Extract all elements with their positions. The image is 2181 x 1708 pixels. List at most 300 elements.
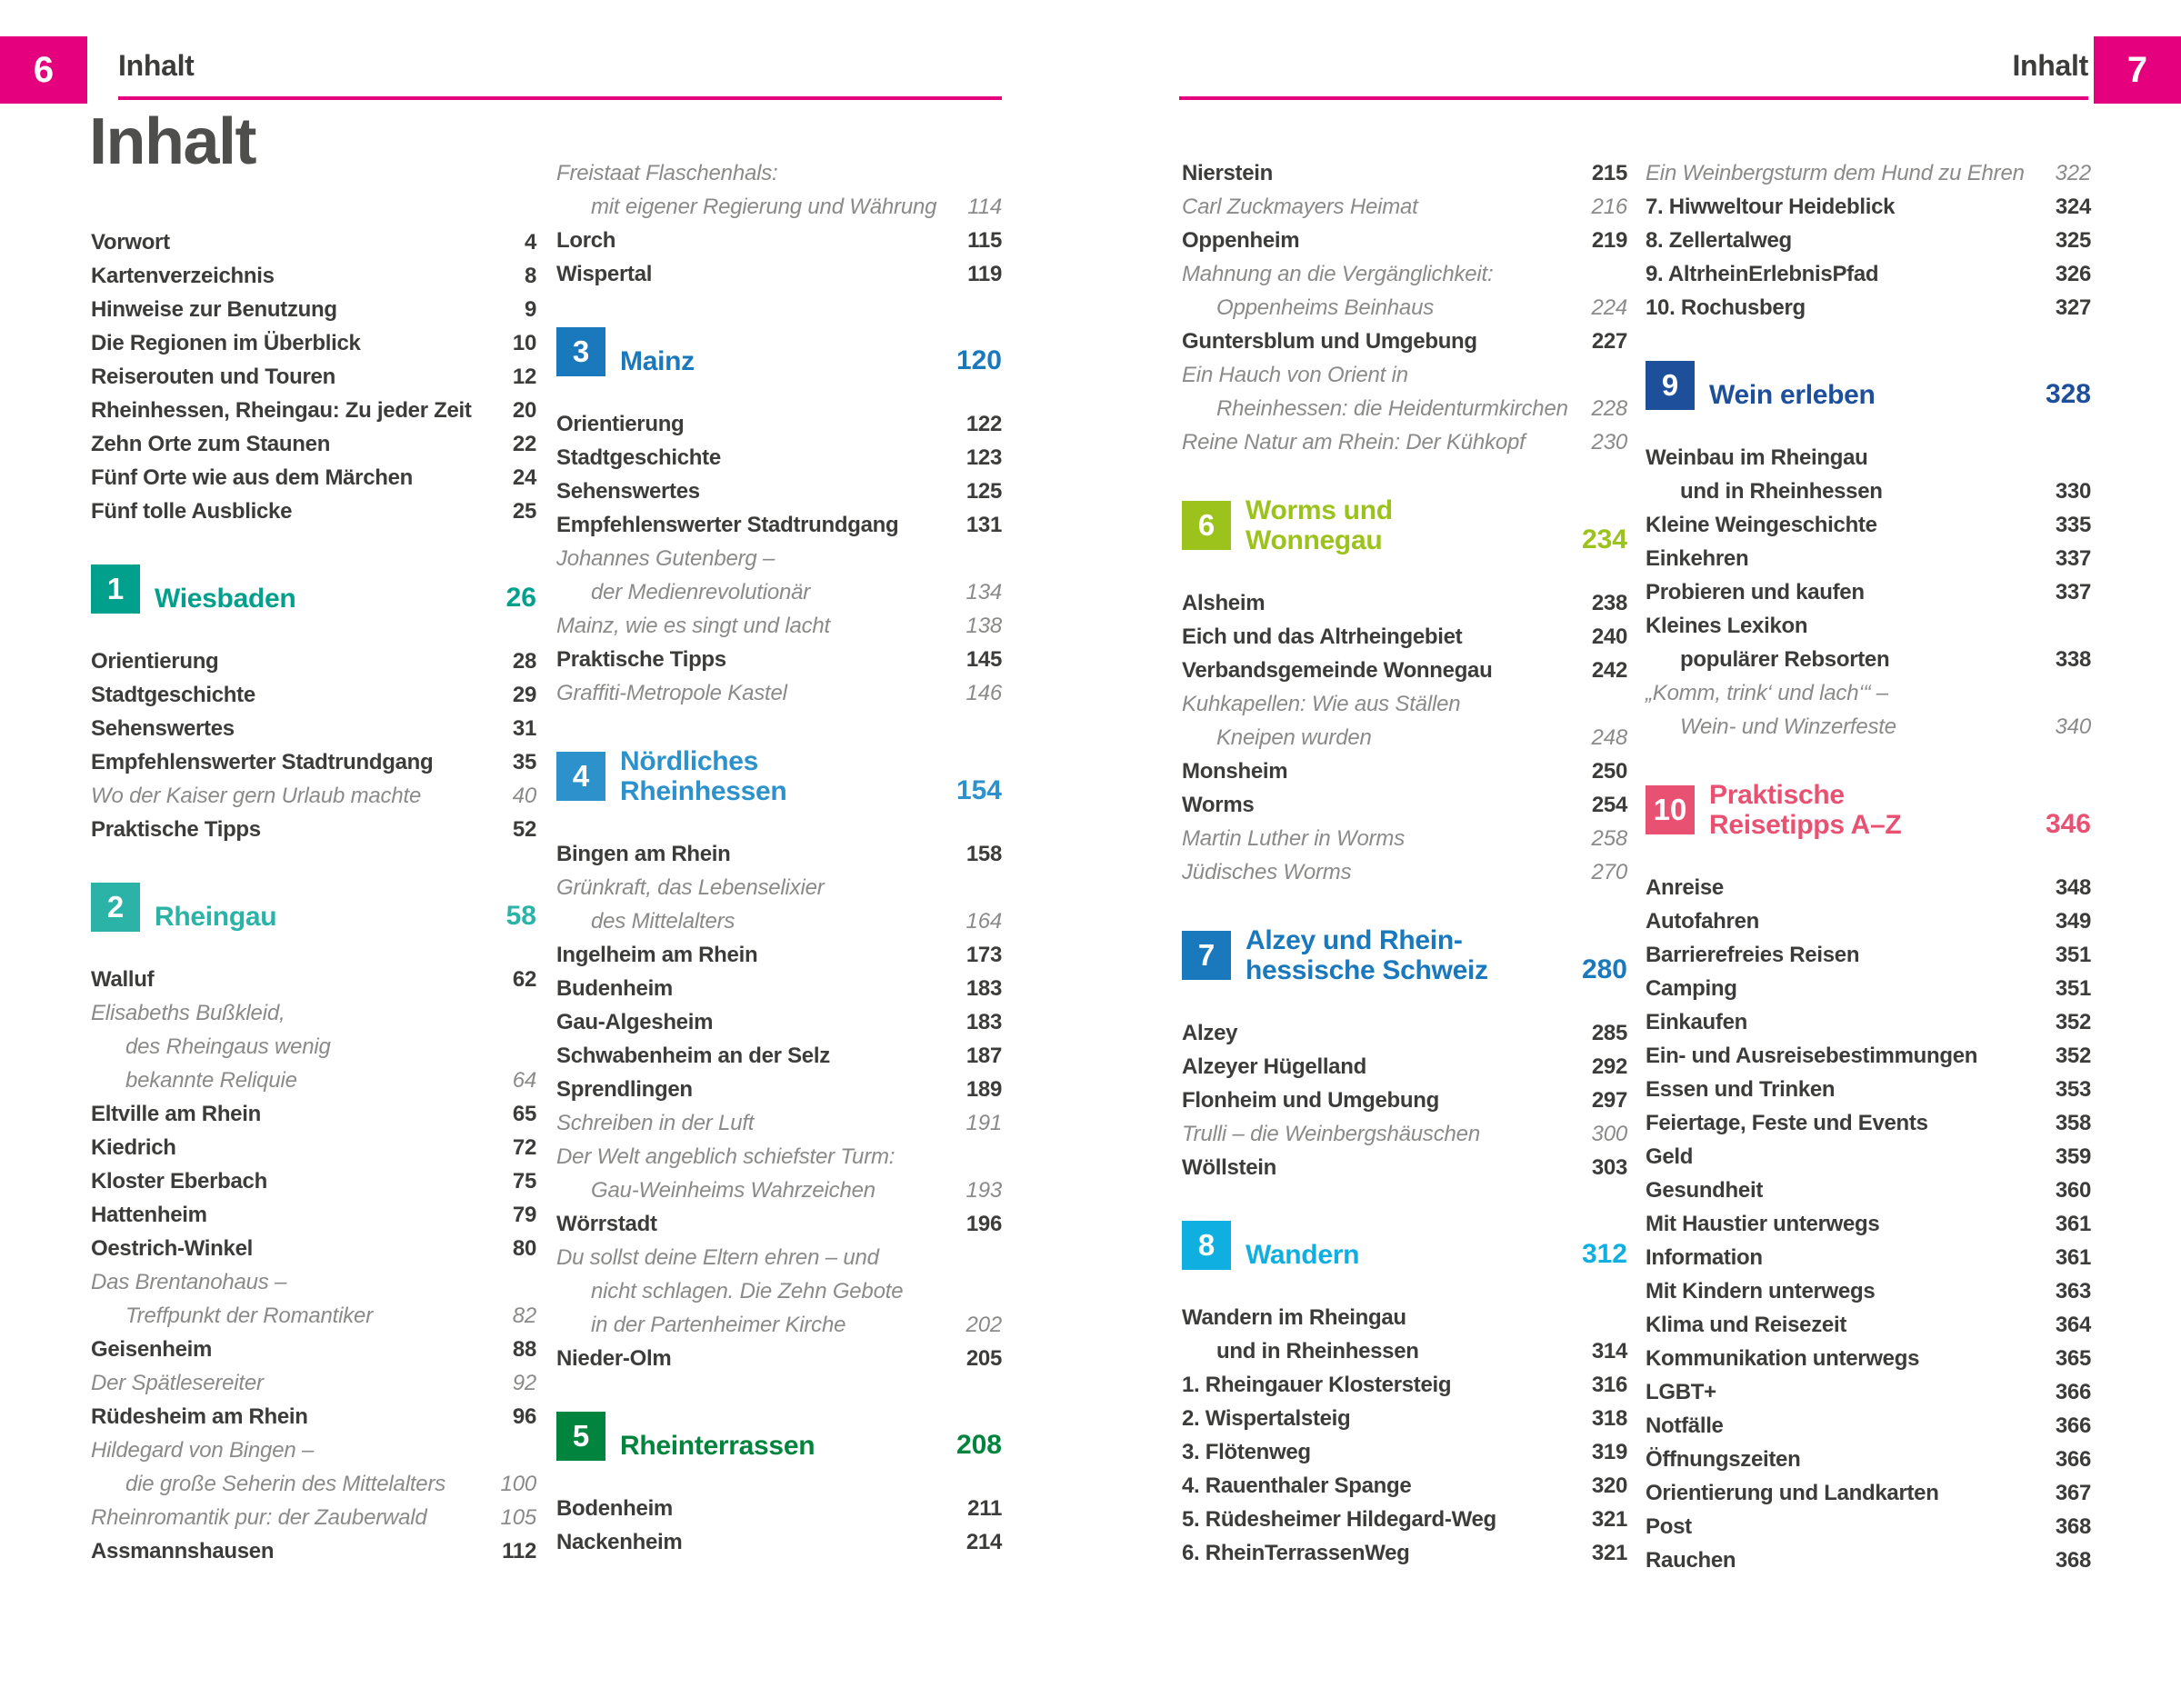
toc-entry-label: nicht schlagen. Die Zehn Gebote bbox=[591, 1279, 904, 1303]
toc-entry-label: Nieder-Olm bbox=[556, 1346, 672, 1371]
toc-entry-label: die große Seherin des Mittelalters bbox=[125, 1472, 446, 1496]
section-title: Wiesbaden bbox=[155, 584, 296, 614]
toc-entry bbox=[556, 474, 1002, 508]
toc-entry bbox=[91, 813, 536, 846]
toc-entry-label: Öffnungszeiten bbox=[1646, 1447, 1801, 1472]
running-head-left: Inhalt bbox=[118, 49, 195, 82]
toc-entry bbox=[91, 1131, 536, 1164]
header-rule-right bbox=[1179, 96, 2088, 100]
section-heading bbox=[1646, 361, 2091, 410]
section-number-badge: 3 bbox=[556, 327, 605, 376]
toc-entry-label: Oppenheim bbox=[1182, 228, 1300, 253]
toc-entry bbox=[556, 1073, 1002, 1106]
toc-entry-label: Kommunikation unterwegs bbox=[1646, 1346, 1920, 1371]
toc-entry-label: Wispertal bbox=[556, 262, 653, 286]
toc-entry-page: 359 bbox=[2055, 1144, 2091, 1169]
toc-entry bbox=[1182, 620, 1627, 654]
toc-entry-page: 367 bbox=[2055, 1481, 2091, 1505]
toc-entry bbox=[556, 1005, 1002, 1039]
toc-entry bbox=[556, 156, 1002, 190]
toc-entry-label: Mahnung an die Vergänglichkeit: bbox=[1182, 262, 1494, 286]
toc-entry-page: 227 bbox=[1591, 329, 1627, 354]
toc-entry-page: 196 bbox=[965, 1212, 1002, 1236]
toc-entry-page: 240 bbox=[1591, 624, 1627, 649]
toc-entry bbox=[1182, 190, 1627, 224]
toc-entry-page: 183 bbox=[965, 976, 1002, 1001]
toc-entry-label: Camping bbox=[1646, 976, 1737, 1001]
toc-entry-page: 202 bbox=[965, 1313, 1002, 1337]
toc-entry bbox=[1646, 643, 2091, 676]
toc-entry bbox=[556, 1140, 1002, 1174]
toc-entry-page: 368 bbox=[2055, 1548, 2091, 1573]
running-head-right: Inhalt bbox=[2012, 49, 2088, 82]
toc-entry-page: 353 bbox=[2055, 1077, 2091, 1102]
toc-entry-page: 215 bbox=[1591, 161, 1627, 185]
section-heading bbox=[556, 1412, 1002, 1461]
toc-entry-label: Geld bbox=[1646, 1144, 1694, 1169]
toc-entry-page: 258 bbox=[1591, 826, 1627, 851]
toc-entry-label: Gesundheit bbox=[1646, 1178, 1764, 1203]
toc-entry bbox=[556, 190, 1002, 224]
toc-entry-page: 65 bbox=[512, 1102, 536, 1126]
toc-entry-label: Alzeyer Hügelland bbox=[1182, 1054, 1366, 1079]
toc-entry bbox=[556, 542, 1002, 575]
section-number-badge: 2 bbox=[91, 883, 140, 932]
toc-entry-page: 158 bbox=[965, 842, 1002, 866]
toc-entry-page: 25 bbox=[512, 499, 536, 524]
toc-entry-label: Ein- und Ausreisebestimmungen bbox=[1646, 1044, 1978, 1068]
toc-entry bbox=[1182, 687, 1627, 721]
toc-entry-label: Orientierung und Landkarten bbox=[1646, 1481, 1939, 1505]
toc-entry-label: Empfehlenswerter Stadtrundgang bbox=[556, 513, 899, 537]
toc-entry-label: 4. Rauenthaler Spange bbox=[1182, 1473, 1412, 1498]
toc-entry bbox=[91, 678, 536, 712]
toc-entry bbox=[556, 1492, 1002, 1525]
toc-entry bbox=[1182, 1117, 1627, 1151]
toc-entry-label: Alsheim bbox=[1182, 591, 1266, 615]
toc-entry-label: LGBT+ bbox=[1646, 1380, 1716, 1404]
toc-entry-page: 31 bbox=[512, 716, 536, 741]
toc-entry bbox=[1182, 1151, 1627, 1184]
toc-entry-page: 366 bbox=[2055, 1380, 2091, 1404]
toc-entry-label: Wandern im Rheingau bbox=[1182, 1305, 1406, 1330]
section-number-badge: 7 bbox=[1182, 931, 1231, 980]
toc-entry-page: 322 bbox=[2055, 161, 2091, 185]
toc-entry-page: 79 bbox=[512, 1203, 536, 1227]
toc-entry bbox=[91, 494, 536, 528]
toc-entry bbox=[91, 326, 536, 360]
toc-entry-page: 164 bbox=[965, 909, 1002, 934]
toc-entry-page: 28 bbox=[512, 649, 536, 674]
section-page-number: 280 bbox=[1581, 954, 1627, 984]
toc-entry-page: 361 bbox=[2055, 1212, 2091, 1236]
toc-entry bbox=[91, 1232, 536, 1265]
toc-entry-page: 254 bbox=[1591, 793, 1627, 817]
toc-entry bbox=[556, 441, 1002, 474]
toc-entry bbox=[1182, 325, 1627, 358]
toc-entry-label: Rheinromantik pur: der Zauberwald bbox=[91, 1505, 427, 1530]
toc-entry-page: 10 bbox=[512, 331, 536, 355]
toc-entry-label: Feiertage, Feste und Events bbox=[1646, 1111, 1928, 1135]
toc-entry-label: mit eigener Regierung und Währung bbox=[591, 195, 937, 219]
toc-entry-page: 35 bbox=[512, 750, 536, 774]
toc-entry-label: 8. Zellertalweg bbox=[1646, 228, 1792, 253]
toc-entry-page: 211 bbox=[967, 1496, 1002, 1521]
toc-entry-page: 351 bbox=[2055, 976, 2091, 1001]
section-title: Rheingau bbox=[155, 902, 277, 932]
toc-entry-label: Alzey bbox=[1182, 1021, 1238, 1045]
toc-entry-label: Guntersblum und Umgebung bbox=[1182, 329, 1477, 354]
toc-entry bbox=[91, 1064, 536, 1097]
toc-entry bbox=[1646, 1342, 2091, 1375]
toc-entry-page: 349 bbox=[2055, 909, 2091, 934]
section-heading bbox=[556, 746, 1002, 806]
toc-entry bbox=[91, 996, 536, 1030]
toc-entry bbox=[556, 508, 1002, 542]
toc-entry-label: Geisenheim bbox=[91, 1337, 213, 1362]
toc-entry-label: Sprendlingen bbox=[556, 1077, 693, 1102]
section-title: Wein erleben bbox=[1709, 380, 1876, 410]
toc-entry bbox=[1182, 1334, 1627, 1368]
toc-entry-label: und in Rheinhessen bbox=[1680, 479, 1883, 504]
toc-entry-page: 40 bbox=[512, 784, 536, 808]
toc-entry-label: Mit Kindern unterwegs bbox=[1646, 1279, 1876, 1303]
toc-entry bbox=[1182, 1435, 1627, 1469]
toc-entry-label: Empfehlenswerter Stadtrundgang bbox=[91, 750, 434, 774]
toc-entry-label: Kloster Eberbach bbox=[91, 1169, 267, 1194]
toc-entry bbox=[91, 259, 536, 293]
toc-entry-label: Stadtgeschichte bbox=[91, 683, 255, 707]
section-heading bbox=[1646, 780, 2091, 840]
toc-entry-label: Kleines Lexikon bbox=[1646, 614, 1808, 638]
toc-entry bbox=[1646, 224, 2091, 257]
toc-entry-page: 72 bbox=[512, 1135, 536, 1160]
toc-entry bbox=[91, 293, 536, 326]
toc-entry-page: 300 bbox=[1591, 1122, 1627, 1146]
toc-entry-page: 62 bbox=[512, 967, 536, 992]
toc-entry bbox=[91, 360, 536, 394]
section-heading bbox=[91, 564, 536, 614]
toc-entry-label: Bingen am Rhein bbox=[556, 842, 731, 866]
toc-entry-label: Rüdesheim am Rhein bbox=[91, 1404, 308, 1429]
header-rule-left bbox=[118, 96, 1002, 100]
toc-entry bbox=[91, 461, 536, 494]
toc-entry bbox=[556, 904, 1002, 938]
toc-entry-page: 138 bbox=[965, 614, 1002, 638]
toc-entry-label: Das Brentanohaus – bbox=[91, 1270, 287, 1294]
toc-entry-label: Nierstein bbox=[1182, 161, 1274, 185]
toc-entry-label: Nackenheim bbox=[556, 1530, 683, 1554]
section-title: Mainz bbox=[620, 346, 695, 376]
toc-entry-page: 224 bbox=[1591, 295, 1627, 320]
section-heading bbox=[1182, 495, 1627, 555]
toc-entry bbox=[1646, 1073, 2091, 1106]
toc-entry-page: 205 bbox=[965, 1346, 1002, 1371]
section-title: Worms und Wonnegau bbox=[1246, 495, 1393, 555]
toc-entry-page: 337 bbox=[2055, 580, 2091, 604]
toc-entry-page: 360 bbox=[2055, 1178, 2091, 1203]
toc-entry bbox=[1646, 1409, 2091, 1443]
toc-entry-label: Der Welt angeblich schiefster Turm: bbox=[556, 1144, 895, 1169]
toc-entry bbox=[556, 837, 1002, 871]
toc-entry-page: 321 bbox=[1591, 1541, 1627, 1565]
toc-entry bbox=[556, 1106, 1002, 1140]
toc-entry-page: 361 bbox=[2055, 1245, 2091, 1270]
toc-entry-page: 173 bbox=[965, 943, 1002, 967]
toc-entry-label: Mit Haustier unterwegs bbox=[1646, 1212, 1880, 1236]
toc-entry-label: in der Partenheimer Kirche bbox=[591, 1313, 846, 1337]
toc-entry-label: Oppenheims Beinhaus bbox=[1216, 295, 1435, 320]
toc-entry-page: 248 bbox=[1591, 725, 1627, 750]
toc-entry-label: Elisabeths Bußkleid, bbox=[91, 1001, 285, 1025]
toc-entry-page: 340 bbox=[2055, 714, 2091, 739]
section-number-badge: 9 bbox=[1646, 361, 1695, 410]
toc-entry bbox=[1646, 1510, 2091, 1543]
toc-entry-label: Kneipen wurden bbox=[1216, 725, 1372, 750]
toc-entry-page: 365 bbox=[2055, 1346, 2091, 1371]
toc-entry bbox=[91, 963, 536, 996]
toc-entry bbox=[1182, 291, 1627, 325]
toc-entry-label: Eich und das Altrheingebiet bbox=[1182, 624, 1463, 649]
toc-entry bbox=[91, 225, 536, 259]
toc-entry-page: 364 bbox=[2055, 1313, 2091, 1337]
toc-entry-page: 297 bbox=[1591, 1088, 1627, 1113]
toc-entry-label: Klima und Reisezeit bbox=[1646, 1313, 1847, 1337]
toc-entry-page: 114 bbox=[967, 195, 1002, 219]
toc-entry bbox=[91, 1333, 536, 1366]
toc-entry-label: 9. AltrheinErlebnisPfad bbox=[1646, 262, 1879, 286]
toc-entry bbox=[1182, 1016, 1627, 1050]
toc-entry-label: Hattenheim bbox=[91, 1203, 207, 1227]
toc-entry-page: 96 bbox=[512, 1404, 536, 1429]
toc-column-2 bbox=[556, 156, 1002, 1559]
toc-entry-page: 363 bbox=[2055, 1279, 2091, 1303]
toc-entry bbox=[556, 609, 1002, 643]
toc-entry-page: 230 bbox=[1591, 430, 1627, 454]
toc-entry-page: 187 bbox=[965, 1044, 1002, 1068]
toc-entry bbox=[1646, 508, 2091, 542]
toc-entry-label: und in Rheinhessen bbox=[1216, 1339, 1419, 1363]
toc-entry-label: Schreiben in der Luft bbox=[556, 1111, 755, 1135]
toc-entry bbox=[1182, 1402, 1627, 1435]
toc-entry bbox=[91, 1299, 536, 1333]
toc-entry bbox=[1182, 1503, 1627, 1536]
toc-entry-label: Bodenheim bbox=[556, 1496, 673, 1521]
section-page-number: 154 bbox=[955, 775, 1002, 805]
toc-entry bbox=[1646, 1476, 2091, 1510]
toc-entry bbox=[1646, 1274, 2091, 1308]
toc-entry-label: populärer Rebsorten bbox=[1680, 647, 1890, 672]
toc-entry bbox=[91, 1097, 536, 1131]
section-page-number: 120 bbox=[955, 345, 1002, 375]
toc-entry bbox=[1646, 441, 2091, 474]
toc-entry-label: Vorwort bbox=[91, 230, 170, 255]
toc-entry-label: Kleine Weingeschichte bbox=[1646, 513, 1877, 537]
toc-entry bbox=[556, 1525, 1002, 1559]
toc-entry-page: 24 bbox=[512, 465, 536, 490]
toc-entry-label: Post bbox=[1646, 1514, 1692, 1539]
toc-entry-page: 325 bbox=[2055, 228, 2091, 253]
toc-entry-page: 242 bbox=[1591, 658, 1627, 683]
toc-entry-page: 351 bbox=[2055, 943, 2091, 967]
toc-entry bbox=[91, 644, 536, 678]
toc-entry-label: Ingelheim am Rhein bbox=[556, 943, 758, 967]
toc-entry-page: 123 bbox=[965, 445, 1002, 470]
toc-entry-page: 324 bbox=[2055, 195, 2091, 219]
section-title: Wandern bbox=[1246, 1240, 1360, 1270]
toc-entry bbox=[1182, 754, 1627, 788]
toc-entry-label: Mainz, wie es singt und lacht bbox=[556, 614, 831, 638]
toc-entry-page: 250 bbox=[1591, 759, 1627, 784]
toc-entry-page: 326 bbox=[2055, 262, 2091, 286]
toc-entry bbox=[1646, 972, 2091, 1005]
toc-entry-label: Fünf tolle Ausblicke bbox=[91, 499, 293, 524]
section-heading bbox=[1182, 925, 1627, 985]
toc-entry-page: 75 bbox=[512, 1169, 536, 1194]
toc-entry-page: 100 bbox=[500, 1472, 536, 1496]
toc-entry-label: Information bbox=[1646, 1245, 1763, 1270]
toc-entry bbox=[1182, 855, 1627, 889]
toc-entry bbox=[1646, 1308, 2091, 1342]
toc-entry-label: Kiedrich bbox=[91, 1135, 176, 1160]
toc-entry-label: Johannes Gutenberg – bbox=[556, 546, 775, 571]
toc-entry bbox=[1646, 710, 2091, 744]
toc-entry-page: 88 bbox=[512, 1337, 536, 1362]
toc-entry bbox=[556, 972, 1002, 1005]
toc-entry bbox=[1646, 1174, 2091, 1207]
toc-entry-page: 327 bbox=[2055, 295, 2091, 320]
toc-entry-page: 330 bbox=[2055, 479, 2091, 504]
section-page-number: 26 bbox=[505, 583, 536, 613]
toc-entry bbox=[1646, 156, 2091, 190]
toc-entry-label: Kartenverzeichnis bbox=[91, 264, 275, 288]
toc-entry bbox=[91, 394, 536, 427]
toc-entry-page: 112 bbox=[502, 1539, 536, 1563]
section-title: Alzey und Rhein- hessische Schweiz bbox=[1246, 925, 1488, 985]
toc-entry-label: Wo der Kaiser gern Urlaub machte bbox=[91, 784, 422, 808]
toc-entry-label: Der Spätlesereiter bbox=[91, 1371, 264, 1395]
toc-entry-label: 7. Hiwweltour Heideblick bbox=[1646, 195, 1896, 219]
toc-entry bbox=[556, 1342, 1002, 1375]
toc-entry-page: 191 bbox=[965, 1111, 1002, 1135]
toc-entry-label: Sehenswertes bbox=[556, 479, 700, 504]
toc-entry-label: 2. Wispertalsteig bbox=[1182, 1406, 1351, 1431]
toc-entry bbox=[556, 1207, 1002, 1241]
section-page-number: 208 bbox=[955, 1430, 1002, 1460]
toc-entry-page: 145 bbox=[965, 647, 1002, 672]
toc-entry-page: 119 bbox=[967, 262, 1002, 286]
toc-entry bbox=[556, 257, 1002, 291]
toc-entry-label: Praktische Tipps bbox=[556, 647, 726, 672]
toc-entry-page: 183 bbox=[965, 1010, 1002, 1034]
toc-entry-label: Monsheim bbox=[1182, 759, 1288, 784]
toc-entry bbox=[91, 1534, 536, 1568]
toc-entry bbox=[1182, 156, 1627, 190]
section-title: Nördliches Rheinhessen bbox=[620, 746, 787, 806]
toc-column-3 bbox=[1182, 156, 1627, 1570]
toc-entry bbox=[1646, 1543, 2091, 1577]
toc-entry-label: Barrierefreies Reisen bbox=[1646, 943, 1860, 967]
toc-column-1 bbox=[91, 225, 536, 1568]
section-page-number: 328 bbox=[2045, 379, 2091, 409]
toc-entry-label: Rheinhessen, Rheingau: Zu jeder Zeit bbox=[91, 398, 472, 423]
toc-entry-label: bekannte Reliquie bbox=[125, 1068, 297, 1093]
toc-entry-label: Einkehren bbox=[1646, 546, 1749, 571]
toc-entry bbox=[1646, 676, 2091, 710]
toc-entry-label: Ein Hauch von Orient in bbox=[1182, 363, 1408, 387]
toc-entry bbox=[1646, 1207, 2091, 1241]
toc-entry-label: Walluf bbox=[91, 967, 155, 992]
toc-entry-label: Wörrstadt bbox=[556, 1212, 657, 1236]
toc-entry-label: Flonheim und Umgebung bbox=[1182, 1088, 1440, 1113]
toc-entry bbox=[91, 1164, 536, 1198]
toc-entry-label: Lorch bbox=[556, 228, 616, 253]
toc-entry-label: Stadtgeschichte bbox=[556, 445, 721, 470]
toc-entry bbox=[1182, 358, 1627, 392]
toc-entry bbox=[1646, 291, 2091, 325]
toc-entry bbox=[1646, 190, 2091, 224]
toc-entry-label: Du sollst deine Eltern ehren – und bbox=[556, 1245, 879, 1270]
section-title: Rheinterrassen bbox=[620, 1431, 815, 1461]
section-number-badge: 4 bbox=[556, 752, 605, 801]
toc-entry bbox=[556, 1308, 1002, 1342]
toc-entry-page: 316 bbox=[1591, 1373, 1627, 1397]
toc-entry-page: 352 bbox=[2055, 1010, 2091, 1034]
toc-entry-label: Budenheim bbox=[556, 976, 673, 1001]
toc-entry-label: Hinweise zur Benutzung bbox=[91, 297, 337, 322]
toc-entry-page: 314 bbox=[1591, 1339, 1627, 1363]
toc-entry bbox=[1182, 392, 1627, 425]
toc-entry bbox=[91, 745, 536, 779]
toc-entry-page: 292 bbox=[1591, 1054, 1627, 1079]
toc-entry-page: 285 bbox=[1591, 1021, 1627, 1045]
toc-entry bbox=[1182, 1536, 1627, 1570]
toc-entry-page: 29 bbox=[512, 683, 536, 707]
toc-entry-label: 10. Rochusberg bbox=[1646, 295, 1806, 320]
toc-entry-page: 115 bbox=[967, 228, 1002, 253]
toc-entry bbox=[1646, 474, 2091, 508]
toc-entry-page: 189 bbox=[965, 1077, 1002, 1102]
section-number-badge: 1 bbox=[91, 564, 140, 614]
toc-entry bbox=[556, 224, 1002, 257]
toc-entry bbox=[1182, 1368, 1627, 1402]
toc-entry bbox=[1182, 224, 1627, 257]
toc-entry-page: 92 bbox=[512, 1371, 536, 1395]
toc-entry bbox=[556, 676, 1002, 710]
section-heading bbox=[556, 327, 1002, 376]
toc-entry-label: des Rheingaus wenig bbox=[125, 1034, 331, 1059]
toc-entry-label: Ein Weinbergsturm dem Hund zu Ehren bbox=[1646, 161, 2025, 185]
toc-entry-page: 125 bbox=[965, 479, 1002, 504]
toc-entry bbox=[91, 1030, 536, 1064]
toc-entry-label: Praktische Tipps bbox=[91, 817, 261, 842]
toc-entry bbox=[1646, 1375, 2091, 1409]
toc-entry-page: 20 bbox=[512, 398, 536, 423]
toc-entry-page: 321 bbox=[1591, 1507, 1627, 1532]
toc-entry-label: Rheinhessen: die Heidenturmkirchen bbox=[1216, 396, 1568, 421]
toc-entry-label: 1. Rheingauer Klostersteig bbox=[1182, 1373, 1452, 1397]
toc-entry-page: 64 bbox=[512, 1068, 536, 1093]
toc-entry-label: Sehenswertes bbox=[91, 716, 235, 741]
toc-entry bbox=[91, 427, 536, 461]
toc-entry-page: 105 bbox=[500, 1505, 536, 1530]
toc-entry bbox=[91, 779, 536, 813]
toc-entry-page: 134 bbox=[965, 580, 1002, 604]
toc-entry-page: 238 bbox=[1591, 591, 1627, 615]
toc-entry-page: 320 bbox=[1591, 1473, 1627, 1498]
toc-entry bbox=[556, 575, 1002, 609]
toc-entry bbox=[1182, 654, 1627, 687]
